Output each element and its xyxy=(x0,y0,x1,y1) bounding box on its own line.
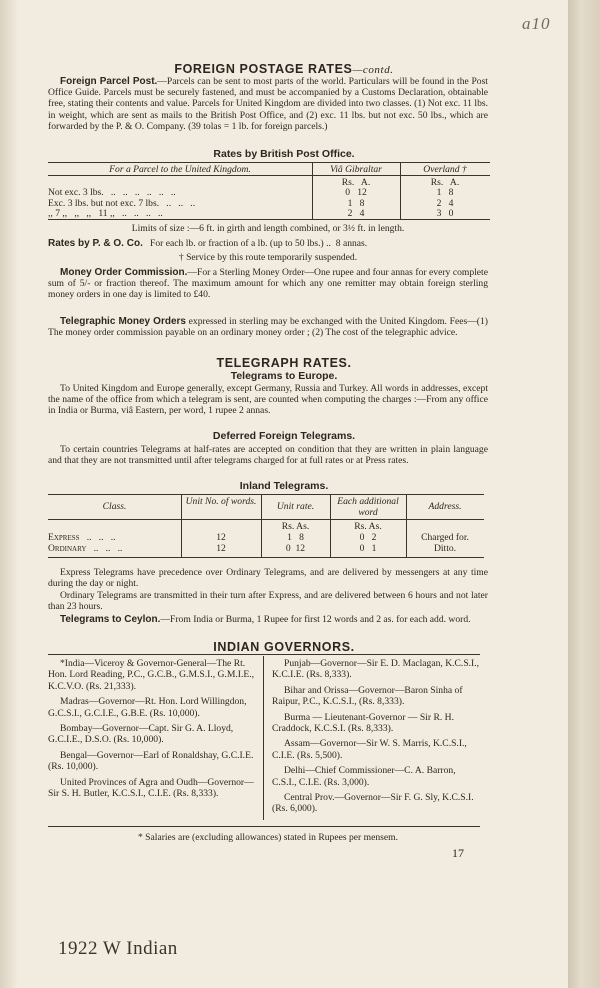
deferred-heading: Deferred Foreign Telegrams. xyxy=(212,430,356,442)
governors-right-column xyxy=(272,658,480,819)
inland-table-bottom-rule xyxy=(48,557,484,558)
bpo-row-overland: 1 8 xyxy=(436,187,454,198)
corner-handwritten-mark: a10 xyxy=(522,14,551,33)
po-line xyxy=(48,238,488,249)
governors-left-column xyxy=(48,658,256,803)
governors-bottom-rule xyxy=(48,826,480,827)
bpo-row-overland: 2 4 xyxy=(436,198,454,209)
inland-col-unit-no: Unit No. of words. xyxy=(185,496,257,507)
inland-heading: Inland Telegrams. xyxy=(239,480,329,492)
governor-entry: Bengal—Governor—Earl of Ronaldshay, G.C.I.E. (Rs. 10,000). xyxy=(48,749,254,773)
governor-entry: Madras—Governor—Rt. Hon. Lord Willingdon, G.C.S.I., G.C.I.E., G.B.E. (Rs. 10,000). xyxy=(48,696,247,719)
governor-entry: *India—Viceroy & Governor-General—The Rt. Hon. Lord Reading, P.C., G.C.B., G.M.S.I., G.M.I.E., K.C.V.O. (Rs. 21,333). xyxy=(48,658,255,692)
po-lead: Rates by P. & O. Co. xyxy=(48,238,143,249)
inland-col-address: Address. xyxy=(428,501,462,512)
telegraphic-text: expressed in sterling may be exchanged with the United Kingdom. Fees—(1) The money order commission payable on an ordinary money order ; (2) The cost of the telegraphic advice. xyxy=(48,316,488,339)
governor-entry: Burma — Lieutenant-Governor — Sir R. H. Craddock, K.C.S.I. (Rs. 8,333). xyxy=(272,711,454,735)
inland-units-unit-rate: Rs. As. xyxy=(281,521,310,532)
telegraph-title: TELEGRAPH RATES. xyxy=(216,356,352,370)
bpo-col-parcel: For a Parcel to the United Kingdom. xyxy=(109,164,251,175)
bpo-col-overland: Overland † xyxy=(423,164,467,175)
parcel-lead: Foreign Parcel Post. xyxy=(60,76,158,87)
governor-entry: Punjab—Governor—Sir E. D. Maclagan, K.C.S.I., K.C.I.E. (Rs. 8,333). xyxy=(272,658,480,681)
inland-col-class: Class. xyxy=(102,501,127,512)
bpo-row-gibraltar: 0 12 xyxy=(345,187,367,198)
governor-entry: Assam—Governor—Sir W. S. Marris, K.C.S.I., C.I.E. (Rs. 5,500). xyxy=(272,738,467,761)
inland-row-rate: 1 8 xyxy=(287,532,304,543)
inland-row-add: 0 2 xyxy=(359,532,377,543)
inland-col-unit-rate: Unit rate. xyxy=(276,501,315,512)
section-title-foreign-postage xyxy=(0,62,568,76)
library-footer-label: 1922 W Indian xyxy=(58,938,178,959)
inland-row-class: Express .. .. .. xyxy=(48,532,116,543)
bpo-table-header-rule xyxy=(48,175,490,176)
title-suffix: —contd. xyxy=(352,64,394,76)
inland-table-header-rule xyxy=(48,519,484,520)
bpo-row-gibraltar: 2 4 xyxy=(347,208,365,219)
inland-units-each-add: Rs. As. xyxy=(354,521,382,532)
money-order-lead: Money Order Commission. xyxy=(60,267,188,278)
bpo-row-overland: 3 0 xyxy=(436,208,454,219)
telegraphic-lead: Telegraphic Money Orders xyxy=(60,316,186,327)
inland-row-add: 0 1 xyxy=(359,543,377,554)
express-note: Express Telegrams have precedence over Ordinary Telegrams, and are delivered by messengers at any time during the day or night. xyxy=(48,567,488,590)
money-order-paragraph xyxy=(48,267,488,301)
po-text: For each lb. or fraction of a lb. (up to 50 lbs.) .. 8 annas. xyxy=(150,238,368,249)
governors-column-divider xyxy=(263,656,264,820)
title-text: FOREIGN POSTAGE RATES xyxy=(174,62,353,76)
bpo-row-label: ,, 7 ,, ,, ,, 11 ,, .. .. .. .. xyxy=(48,208,163,219)
governor-entry: United Provinces of Agra and Oudh—Governor—Sir S. H. Butler, K.C.S.I., C.I.E. (Rs. 8,333). xyxy=(48,776,254,800)
bpo-units-gibraltar: Rs. A. xyxy=(341,177,371,188)
inland-row-address: Charged for. xyxy=(421,532,469,543)
inland-row-words: 12 xyxy=(216,532,226,543)
inland-table-top-rule xyxy=(48,494,484,495)
inland-row-rate: 0 12 xyxy=(285,543,306,554)
ordinary-note: Ordinary Telegrams are transmitted in their turn after Express, and are delivered between 6 hours and not later than 23 hours. xyxy=(48,590,488,613)
inland-row-class: Ordinary .. .. .. xyxy=(48,543,123,554)
inland-row-address: Ditto. xyxy=(433,543,457,554)
ceylon-text: —From India or Burma, 1 Rupee for first 12 words and 2 as. for each add. word. xyxy=(160,614,471,625)
governor-entry: Delhi—Chief Commissioner—C. A. Barron, C.S.I., C.I.E. (Rs. 3,000). xyxy=(272,765,456,788)
bpo-col-gibraltar: Viâ Gibraltar xyxy=(330,164,382,175)
parcel-paragraph xyxy=(48,76,488,132)
governor-entry: Bombay—Governor—Capt. Sir G. A. Lloyd, G.C.I.E., D.S.O. (Rs. 10,000). xyxy=(48,723,234,746)
ceylon-lead: Telegrams to Ceylon. xyxy=(60,614,161,625)
governors-title: INDIAN GOVERNORS. xyxy=(213,640,355,654)
governor-entry: Central Prov.—Governor—Sir F. G. Sly, K.C.S.I. (Rs. 6,000). xyxy=(272,792,474,815)
money-order-text: —For a Sterling Money Order—One rupee and four annas for every complete sum of 5/- or fraction thereof. The maximum amount for which any one remitter may obtain foreign sterling money orders in one day is limited to £40. xyxy=(48,267,488,301)
bpo-units-overland: Rs. A. xyxy=(430,177,460,188)
po-note: † Service by this route temporarily suspended. xyxy=(178,252,358,263)
inland-col-each-add: Each additional word xyxy=(337,496,399,518)
inland-row-words: 12 xyxy=(216,543,226,554)
bpo-heading: Rates by British Post Office. xyxy=(213,148,355,160)
governor-entry: Bihar and Orissa—Governor—Baron Sinha of Raipur, P.C., K.C.S.I., (Rs. 8,333). xyxy=(272,684,463,708)
bpo-row-label: Exc. 3 lbs. but not exc. 7 lbs. .. .. .. xyxy=(48,198,196,209)
telegraphic-paragraph xyxy=(48,316,488,338)
governors-top-rule xyxy=(48,654,480,655)
bpo-table-bottom-rule xyxy=(48,219,490,220)
governors-footnote: * Salaries are (excluding allowances) stated in Rupees per mensem. xyxy=(137,832,398,843)
europe-paragraph: To United Kingdom and Europe generally, except Germany, Russia and Turkey. All words in addresses, except the name of the office from which a telegram is sent, are counted when computing the charges :—From any office in India or Burma, viâ Eastern, per word, 1 rupee 2 annas. xyxy=(48,383,488,417)
page-edge xyxy=(568,0,600,988)
bpo-row-label: Not exc. 3 lbs. .. .. .. .. .. .. xyxy=(48,187,176,198)
parcel-text: —Parcels can be sent to most parts of the world. Particulars will be found in the Post Office Guide. Parcels must be securely fastened, and must be accompanied by a Customs Declaration, obtainable free, stating their contents and value. Parcels for United Kingdom are divided into two classes. (1) Not exc. 11 lbs. in weight, which are sent as mails to the British Post Office, and (2) exc. 11 lbs. but not exc. 50 lbs., which are forwarded by the P. & O. Company. (39 tolas = 1 lb. for foreign parcels.) xyxy=(48,76,488,132)
bpo-limits: Limits of size :—6 ft. in girth and length combined, or 3½ ft. in length. xyxy=(131,223,405,234)
europe-heading: Telegrams to Europe. xyxy=(230,370,338,382)
page-number: 17 xyxy=(452,846,464,860)
bpo-table-top-rule xyxy=(48,162,490,163)
ceylon-paragraph xyxy=(48,614,488,625)
bpo-row-gibraltar: 1 8 xyxy=(347,198,365,209)
deferred-paragraph: To certain countries Telegrams at half-rates are accepted on condition that they are written in plain language and that they are not transmitted until after telegrams charged for at full rates or at Press rates. xyxy=(48,444,488,467)
